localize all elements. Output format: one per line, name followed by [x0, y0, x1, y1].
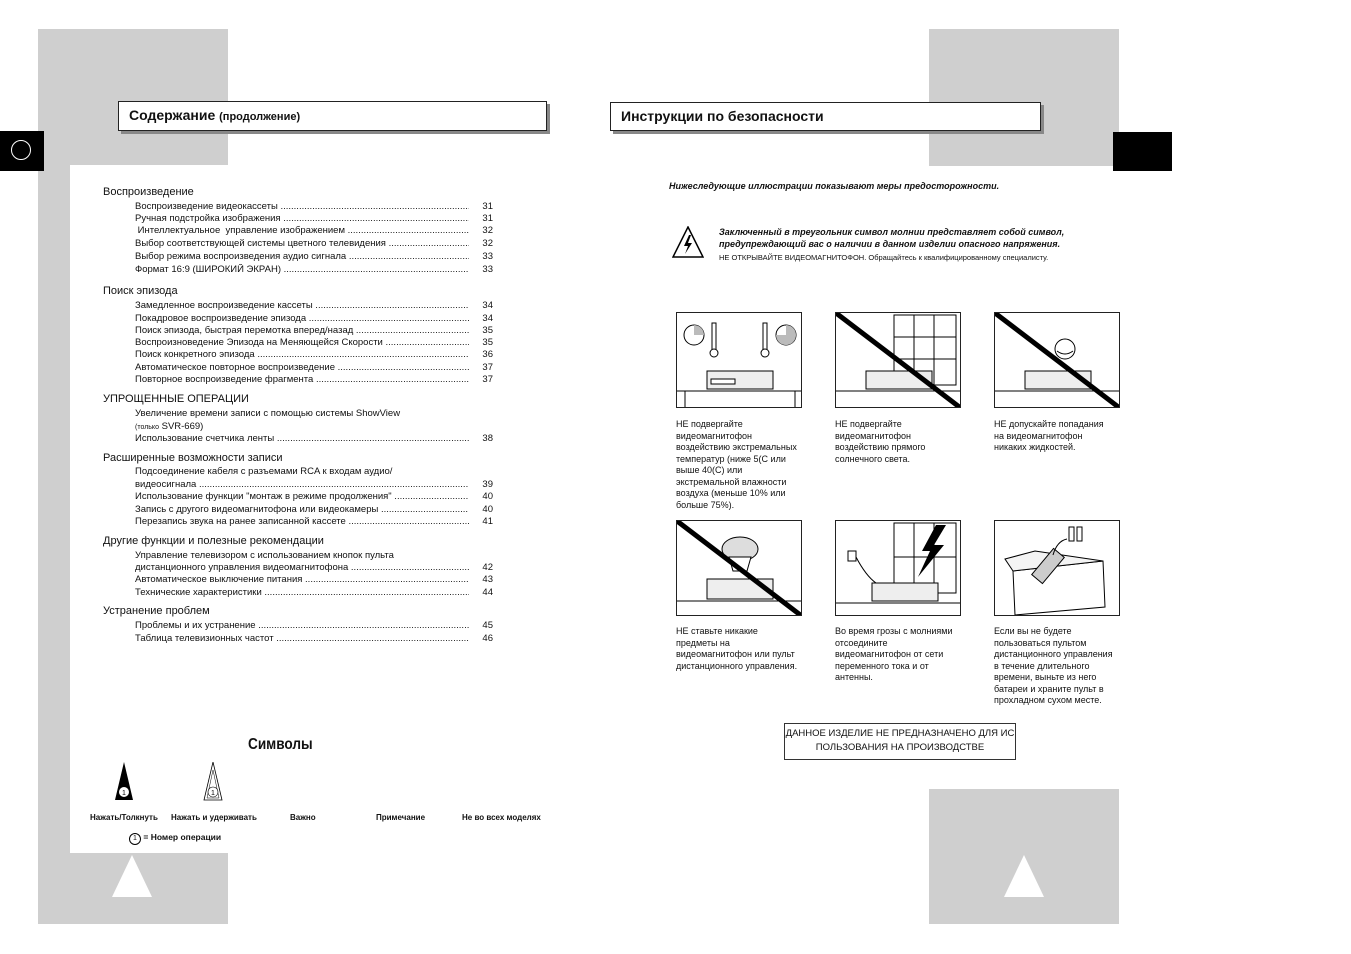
toc-item[interactable]: Интеллектуальное управление изображением ..... 32 [135, 225, 493, 237]
toc-item[interactable]: Технические характеристики ..... 44 [135, 587, 493, 599]
toc-item[interactable]: Проблемы и их устранение ..... 45 [135, 620, 493, 632]
illustration-objects-on-top [676, 520, 802, 616]
contents-title: Содержание [129, 107, 216, 123]
toc-item[interactable]: Поиск конкретного эпизода ..... 36 [135, 349, 493, 361]
contents-header [118, 101, 547, 131]
caption-remote: Если вы не будете пользоваться пультом дистанционного управления в течение длительного времени, выньте из него батареи и храните пульт в прохладном сухом месте. [994, 626, 1113, 705]
toc-item[interactable]: Воспроизноведение Эпизода на Меняющейся Скорости ..... 35 [135, 337, 493, 349]
page-triangle-icon [112, 855, 152, 897]
caption-storm: Во время грозы с молниями отсоедините видеомагнитофон от сети переменного тока и от антенны. [835, 626, 953, 682]
toc-line: (только SVR-669) [135, 421, 204, 432]
page-triangle-icon [1004, 855, 1044, 897]
caption-liquids: НЕ допускайте попадания на видеомагнитофон никаких жидкостей. [994, 419, 1104, 452]
toc-section: Устранение проблем [103, 605, 210, 617]
right-top-gray-block [929, 29, 1119, 166]
right-page-tab [1113, 132, 1172, 171]
left-page-tab [0, 131, 44, 171]
svg-text:1: 1 [211, 790, 215, 797]
toc-item[interactable]: Поиск эпизода, быстрая перемотка вперед/назад ..... 35 [135, 325, 493, 337]
toc-line: Подсоединение кабеля с разъемами RCA к входам аудио/ [135, 466, 393, 477]
toc-section: Другие функции и полезные рекомендации [103, 535, 324, 547]
symbol-label: Не во всех моделях [462, 813, 541, 822]
toc-line: Увеличение времени записи с помощью системы ShowView [135, 408, 401, 419]
toc-section: УПРОЩЕННЫЕ ОПЕРАЦИИ [103, 393, 249, 405]
svg-text:1: 1 [122, 790, 126, 797]
lightning-warning-icon [672, 226, 704, 258]
toc-item[interactable]: Замедленное воспроизведение кассеты ..... 34 [135, 300, 493, 312]
safety-header [610, 102, 1041, 131]
circle-icon [11, 140, 31, 160]
symbol-label: Примечание [376, 813, 426, 822]
toc-item[interactable]: Покадровое воспроизведение эпизода ..... 34 [135, 313, 493, 325]
safety-intro: Нижеследующие иллюстрации показывают меры предосторожности. [669, 181, 1000, 191]
caption-objects: НЕ ставьте никакие предметы на видеомагнитофон или пульт дистанционного управления. [676, 626, 798, 671]
operation-number-icon: 1 [129, 833, 141, 845]
toc-item[interactable]: Автоматическое повторное воспроизведение ..... 37 [135, 362, 493, 374]
press-hold-icon [203, 762, 223, 802]
contents-subtitle: (продолжение) [219, 111, 301, 123]
push-icon [114, 762, 134, 802]
caption-sunlight: НЕ подвергайте видеомагнитофон воздействию прямого солнечного света. [835, 419, 926, 464]
operation-number-legend: 1 = Номер операции [129, 832, 221, 845]
symbols-title: Символы [248, 736, 313, 753]
toc-section: Воспроизведение [103, 186, 194, 198]
warning-line-3: НЕ ОТКРЫВАЙТЕ ВИДЕОМАГНИТОФОН. Обращайтесь к квалифицированному специалисту. [719, 253, 1049, 262]
symbol-label: Нажать и удерживать [171, 813, 257, 822]
toc-section: Расширенные возможности записи [103, 452, 283, 464]
safety-title: Инструкции по безопасности [621, 108, 824, 124]
illustration-temperature [676, 312, 802, 408]
toc-item[interactable]: Таблица телевизионных частот ..... 46 [135, 633, 493, 645]
illustration-remote-batteries [994, 520, 1120, 616]
toc-item[interactable]: Воспроизведение видеокассеты ..... 31 [135, 201, 493, 213]
toc-item[interactable]: Перезапись звука на ранее записанной кассете ..... 41 [135, 516, 493, 528]
symbol-label: Нажать/Толкнуть [90, 813, 158, 822]
toc-item[interactable]: видеосигнала ..... 39 [135, 479, 493, 491]
toc-item[interactable]: Выбор режима воспроизведения аудио сигнала ..... 33 [135, 251, 493, 263]
warning-line-2: предупреждающий вас о наличии в данном изделии опасного напряжения. [719, 239, 1061, 249]
illustration-storm [835, 520, 961, 616]
toc-item[interactable]: Ручная подстройка изображения ..... 31 [135, 213, 493, 225]
toc-line: Управление телевизором с использованием кнопок пульта [135, 550, 394, 561]
toc-item[interactable]: Повторное воспроизведение фрагмента ..... 37 [135, 374, 493, 386]
toc-item[interactable]: дистанционного управления видеомагнитофона ..... 42 [135, 562, 493, 574]
toc-item[interactable]: Выбор соответствующей системы цветного телевидения ..... 32 [135, 238, 493, 250]
illustration-sunlight [835, 312, 961, 408]
illustration-liquids [994, 312, 1120, 408]
toc-section: Поиск эпизода [103, 285, 178, 297]
toc-item[interactable]: Использование функции "монтаж в режиме продолжения" ..... 40 [135, 491, 493, 503]
symbol-label: Важно [290, 813, 316, 822]
toc-item[interactable]: Использование счетчика ленты ..... 38 [135, 433, 493, 445]
toc-item[interactable]: Формат 16:9 (ШИРОКИЙ ЭКРАН) ..... 33 [135, 264, 493, 276]
caption-temperature: НЕ подвергайте видеомагнитофон воздействию экстремальных температур (ниже 5(С или выше 40(С) или экстремальной влажности воздуха (меньше 10% или больше 75%). [676, 419, 797, 510]
industrial-use-notice: ДАННОЕ ИЗДЕЛИЕ НЕ ПРЕДНАЗНАЧЕНО ДЛЯ ИС ПОЛЬЗОВАНИЯ НА ПРОИЗВОДСТВЕ [784, 723, 1016, 760]
warning-line-1: Заключенный в треугольник символ молнии представляет собой символ, [719, 227, 1065, 237]
toc-item[interactable]: Автоматическое выключение питания ..... 43 [135, 574, 493, 586]
toc-item[interactable]: Запись с другого видеомагнитофона или видеокамеры ..... 40 [135, 504, 493, 516]
